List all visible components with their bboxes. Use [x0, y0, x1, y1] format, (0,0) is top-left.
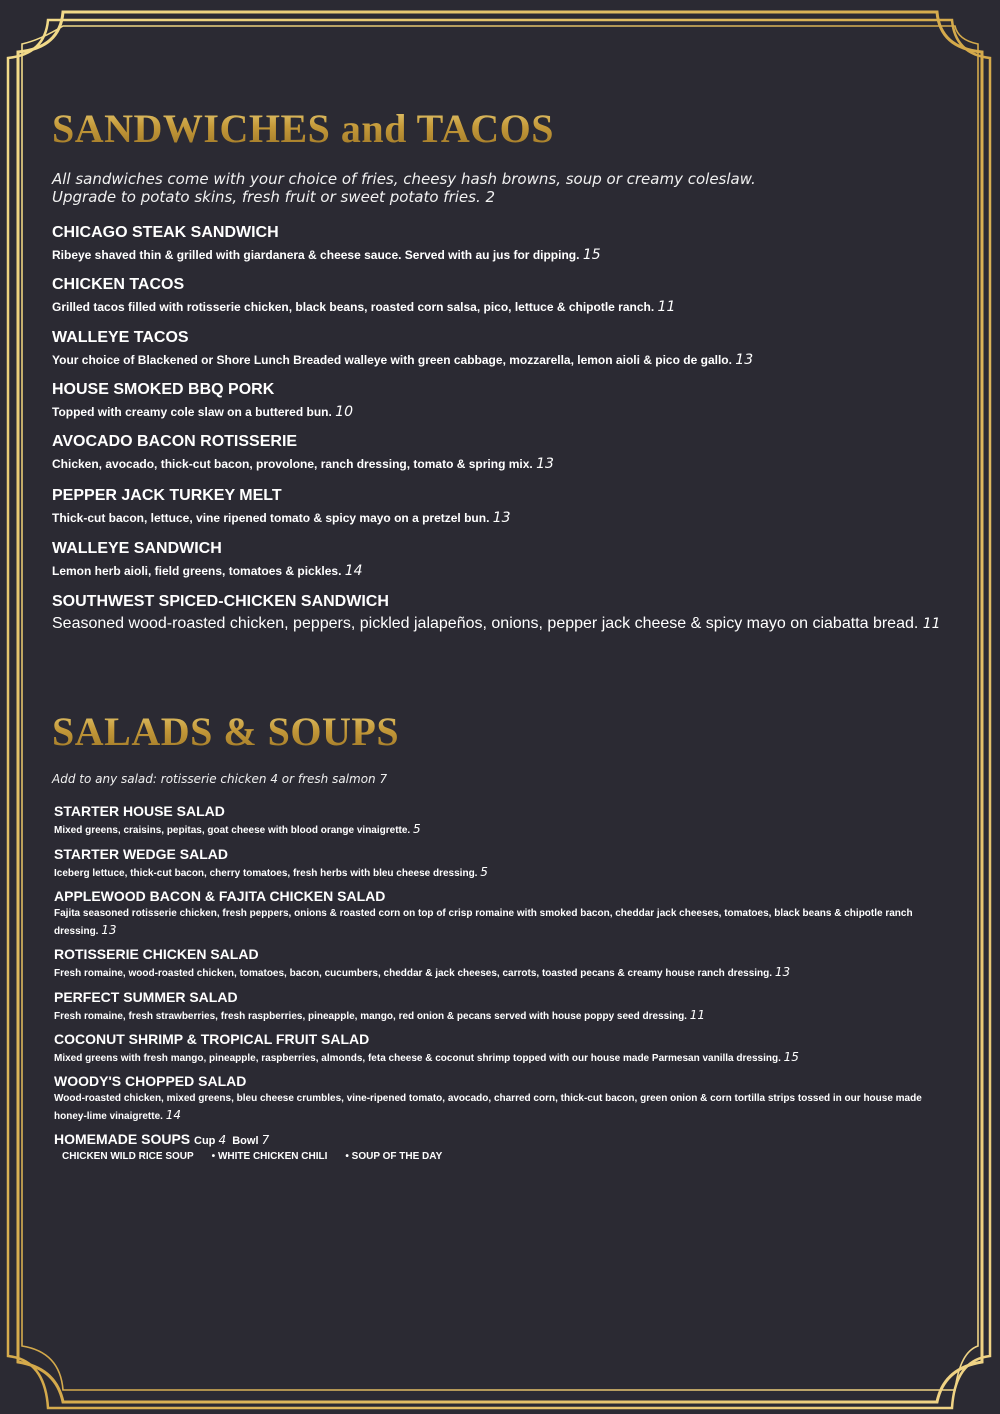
menu-item [54, 846, 949, 882]
item-name: STARTER WEDGE SALAD [54, 846, 228, 862]
item-name: WOODY'S CHOPPED SALAD [54, 1073, 247, 1089]
soups-prices: Cup 4 Bowl 7 [194, 1133, 270, 1147]
homemade-soups [54, 1131, 949, 1162]
item-name: SOUTHWEST SPICED-CHICKEN SANDWICH [52, 593, 389, 610]
menu-item [54, 803, 949, 839]
menu-item [52, 539, 952, 579]
menu-item [54, 888, 949, 940]
item-price: 14 [344, 563, 363, 579]
item-price: 14 [165, 1108, 181, 1122]
item-name: ROTISSERIE CHICKEN SALAD [54, 946, 259, 962]
menu-item [52, 328, 952, 368]
item-name: PERFECT SUMMER SALAD [54, 989, 238, 1005]
item-price: 15 [582, 247, 601, 263]
item-name: CHICKEN TACOS [52, 276, 185, 293]
item-price: 13 [774, 965, 791, 979]
item-name: HOUSE SMOKED BBQ PORK [52, 381, 275, 398]
soup-option: • SOUP OF THE DAY [345, 1151, 443, 1162]
salads-note: Add to any salad: rotisserie chicken 4 or fresh salmon 7 [52, 772, 388, 786]
item-price: 11 [922, 616, 941, 632]
item-name: CHICAGO STEAK SANDWICH [52, 224, 279, 241]
menu-item [54, 1073, 949, 1125]
item-name: COCONUT SHRIMP & TROPICAL FRUIT SALAD [54, 1031, 370, 1047]
item-description: Ribeye shaved thin & grilled with giardanera & cheese sauce. Served with au jus for dipping. 15 [52, 247, 601, 263]
item-description: Mixed greens with fresh mango, pineapple, raspberries, almonds, feta cheese & coconut shrimp topped with our house made Parmesan vanilla dressing. 15 [54, 1050, 799, 1064]
item-description: Thick-cut bacon, lettuce, vine ripened tomato & spicy mayo on a pretzel bun. 13 [52, 510, 511, 526]
soup-list [62, 1151, 949, 1162]
menu-item [52, 275, 952, 315]
soup-option: CHICKEN WILD RICE SOUP [62, 1151, 194, 1162]
item-description: Wood-roasted chicken, mixed greens, bleu cheese crumbles, vine-ripened tomato, avocado, charred corn, thick-cut bacon, green onion & corn tortilla strips tossed in our house made honey-lime vinaigrette. 14 [54, 1093, 922, 1122]
item-description: Mixed greens, craisins, pepitas, goat cheese with blood orange vinaigrette. 5 [54, 822, 421, 836]
item-price: 13 [735, 352, 754, 368]
item-price: 10 [335, 404, 353, 420]
soups-name: HOMEMADE SOUPS [54, 1131, 191, 1147]
item-name: PEPPER JACK TURKEY MELT [52, 487, 282, 504]
menu-item [54, 946, 949, 982]
menu-item [52, 223, 952, 263]
item-price: 5 [413, 822, 421, 836]
item-description: Your choice of Blackened or Shore Lunch Breaded walleye with green cabbage, mozzarella, lemon aioli & pico de gallo. 13 [52, 352, 754, 368]
menu-item [54, 989, 949, 1025]
salads-title: SALADS & SOUPS [52, 709, 400, 754]
menu-item [52, 592, 952, 634]
item-name: WALLEYE TACOS [52, 329, 189, 346]
menu-item [54, 1031, 949, 1067]
item-price: 5 [480, 865, 488, 879]
menu-item [52, 380, 952, 420]
item-description: Iceberg lettuce, thick-cut bacon, cherry tomatoes, fresh herbs with bleu cheese dressing. 5 [54, 865, 488, 879]
item-name: APPLEWOOD BACON & FAJITA CHICKEN SALAD [54, 888, 386, 904]
item-description: Grilled tacos filled with rotisserie chicken, black beans, roasted corn salsa, pico, lettuce & chipotle ranch. 11 [52, 299, 676, 315]
item-description: Fajita seasoned rotisserie chicken, fresh peppers, onions & roasted corn on top of crisp romaine with smoked bacon, cheddar jack cheeses, tomatoes, black beans & chipotle ranch dressing. 13 [54, 908, 913, 937]
item-description: Topped with creamy cole slaw on a buttered bun. 10 [52, 404, 353, 420]
item-price: 13 [101, 923, 117, 937]
item-price: 13 [492, 510, 511, 526]
item-price: 15 [783, 1050, 799, 1064]
sandwiches-note-line1: All sandwiches come with your choice of fries, cheesy hash browns, soup or creamy coleslaw. [52, 170, 756, 188]
sandwiches-title: SANDWICHES and TACOS [52, 106, 555, 151]
item-price: 11 [689, 1008, 706, 1022]
item-description: Seasoned wood-roasted chicken, peppers, pickled jalapeños, onions, pepper jack cheese & spicy mayo on ciabatta bread. 11 [52, 615, 941, 632]
item-price: 13 [536, 456, 554, 472]
item-name: STARTER HOUSE SALAD [54, 803, 225, 819]
menu-item [52, 486, 952, 526]
menu-item [52, 432, 952, 472]
item-description: Fresh romaine, fresh strawberries, fresh raspberries, pineapple, mango, red onion & pecans served with house poppy seed dressing. 11 [54, 1008, 706, 1022]
sandwiches-note-line2: Upgrade to potato skins, fresh fruit or sweet potato fries. 2 [52, 188, 496, 206]
item-name: WALLEYE SANDWICH [52, 540, 222, 557]
soup-option: • WHITE CHICKEN CHILI [211, 1151, 328, 1162]
item-description: Fresh romaine, wood-roasted chicken, tomatoes, bacon, cucumbers, cheddar & jack cheeses, carrots, toasted pecans & creamy house ranch dressing. 13 [54, 965, 791, 979]
item-description: Lemon herb aioli, field greens, tomatoes & pickles. 14 [52, 563, 363, 579]
item-price: 11 [657, 299, 676, 315]
item-description: Chicken, avocado, thick-cut bacon, provolone, ranch dressing, tomato & spring mix. 13 [52, 456, 554, 472]
item-name: AVOCADO BACON ROTISSERIE [52, 433, 298, 450]
